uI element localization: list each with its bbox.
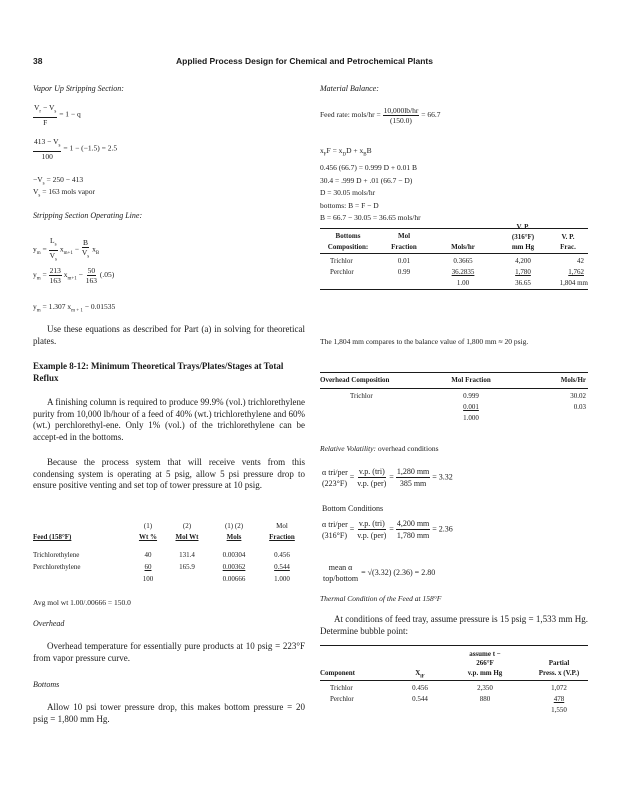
feed-row-1-molwt: 131.4 [179,551,195,559]
feed-header-mols: Mols [226,533,242,541]
bottoms-table-bottom-rule [320,289,588,290]
bubble-h-component: Component [320,669,356,677]
mb-line-3: 30.4 = .999 D + .01 (66.7 − D) [320,175,413,185]
bottoms-r1-mols: 0.3665 [453,257,473,265]
running-title: Applied Process Design for Chemical and Petrochemical Plants [176,56,433,66]
bubble-r1-press: 1,072 [551,684,567,692]
bottoms-h-bot-1: Composition: [327,243,369,251]
feed-row-2-fraction: 0.544 [274,563,290,571]
bubble-r2-press: 478 [553,695,565,703]
bottoms-h-bot-3: Mols/hr [451,243,475,251]
bottoms-paragraph: Allow 10 psi tower pressure drop, this makes bottom pressure = 20 psig = 1,800 mm Hg. [33,702,305,724]
stripping-heading: Stripping Section Operating Line: [33,211,143,220]
rel-vol-rest: overhead conditions [376,444,439,453]
feed-row-2-molwt: 165.9 [179,563,195,571]
page-number: 38 [33,56,43,66]
overhead-paragraph: Overhead temperature for essentially pure products at 10 psig = 223°F from vapor pressure curve. [33,641,305,663]
feed-col-2-number: (2) [182,522,192,530]
equation-vs-calc: $\frac{413 - V_s}{100}$ = 1 − (−1.5) = 2.5 [34,137,118,161]
bubble-h-vp: v.p. mm Hg [467,669,503,677]
bottoms-h-top-4: V. P. [516,223,530,231]
overhead-table-top-rule [320,372,588,373]
mb-line-2: 0.456 (66.7) = 0.999 D + 0.01 B [320,163,417,172]
bubble-r2-press-wrap [530,695,588,703]
feed-row-2-wt: 60 [144,563,152,571]
overhead-r1-mols: 30.02 [570,392,586,400]
bubble-r1-x: 0.456 [412,684,428,692]
bottoms-r2-mols: 36.2835 [451,268,475,276]
overhead-r2-mols: 0.03 [573,403,586,411]
overhead-h-comp: Overhead Composition [320,376,390,384]
bottoms-r1-vp: 4,200 [515,257,531,265]
equation-operating-line-2: $y_m$ = $\frac{213}{163}$ $x_{m+1}$ − $\frac{50}{163}$ (.05) [33,266,115,285]
compare-paragraph: The 1,804 mm compares to the balance value of 1,800 mm ≈ 20 psig. [320,337,529,346]
mb-line-6: B = 66.7 − 30.05 = 36.65 mols/hr [320,213,421,222]
example-paragraph-2: Because the process system that will receive vents from this condensing system is operating at 5 psig, allow 5 psi pressure drop to ensure positive venting and set top of tower pressure at 10 psig. [33,457,305,490]
bubble-h-assume: assume t − [469,650,501,658]
bottoms-r2-comp: Perchlor [330,268,354,276]
feed-total-fraction: 1.000 [274,575,290,583]
overhead-r2-frac: 0.001 [463,403,479,411]
mb-line-1: $x_FF = x_DD + x_BB$ [320,146,372,158]
feed-row-1-name: Trichlorethylene [33,551,80,559]
example-title: Example 8-12: Minimum Theoretical Trays/Plates/Stages at Total Reflux [33,361,284,383]
feed-total-mols: 0.00666 [222,575,246,583]
bubble-h-partial: Partial [548,659,570,667]
bubble-r1-comp: Trichlor [330,684,353,692]
feed-col-1-number: (1) [143,522,153,530]
bottoms-r1-frac: 0.01 [397,257,411,265]
feed-header-feed: Feed (158°F) [33,533,72,541]
feed-row-1-mols: 0.00304 [222,551,246,559]
equation-operating-line-3: $y_m = 1.307$ $x_{m + 1} - 0.01535$ [33,302,116,314]
bottoms-h-bot-2: Fraction [391,243,417,251]
bottoms-total-vp: 1,804 mm [559,279,588,287]
mb-line-5: bottoms: B = F − D [320,200,379,210]
overhead-r1-comp: Trichlor [350,392,373,400]
material-balance-equations [320,145,421,225]
rel-vol-label: Relative Volatility: [320,444,377,453]
bubble-table-header-rule [320,680,588,681]
rel-vol-equation-2: α tri/per (316°F) = $\frac{\text{v.p. (tri)}}{\text{v.p. (per)}}$ = $\frac{4,200 mm}{1,780 mm}$ = 2.36 [322,519,453,540]
bubble-table-body [320,684,588,724]
feed-header-molwt: Mol Wt [175,533,199,541]
bottoms-h-mid-4: (316°F) [511,233,535,241]
bottoms-h-mid-5: V. P. [561,233,575,241]
bubble-r2-vp: 880 [479,695,491,703]
bubble-table-top-rule [320,645,588,646]
bottoms-h-top-1: Bottoms [335,232,361,240]
overhead-h-molshr: Mols/Hr [560,376,586,384]
avg-mol-wt: Avg mol wt 1.00/.00666 = 150.0 [33,598,131,607]
overhead-table-body [320,392,588,432]
overhead-heading: Overhead [33,619,65,628]
feed-header-wt: Wt % [138,533,158,541]
bottoms-r2-frac: 0.99 [397,268,411,276]
bubble-h-press: Press. x (V.P.) [538,669,580,677]
feed-col-4-number: Mol [276,522,288,530]
feed-row-1-wt: 40 [144,551,152,559]
bottoms-r2-vp: 1,780 [515,268,531,276]
bubble-r2-comp: Perchlor [330,695,354,703]
feed-total-wt: 100 [142,575,154,583]
bottoms-heading: Bottoms [33,680,60,689]
thermal-heading: Thermal Condition of the Feed at 158°F [320,594,442,603]
bottoms-total-mols: 36.65 [515,279,531,287]
example-paragraph-1: A finishing column is required to produce 99.9% (vol.) trichlorethylene purity from 10,000 lb/hour of a feed of 40% (wt.) trichlorethylene and 60% (wt.) perchlorethyl-ene. Only 1% (vol.) of the trichlorethylene can be accept-ed in the bottoms. [33,397,305,442]
equation-vapor-ratio: $\frac{V_r - V_s}{F}$ = 1 − q [34,103,81,127]
feed-col-3-number: (1) (2) [224,522,244,530]
feed-header-fraction: Fraction [269,533,295,541]
bottoms-table-body [320,257,588,317]
feed-row-2-mols: 0.00362 [222,563,246,571]
feed-row-1-fraction: 0.456 [274,551,290,559]
bubble-r2-x: 0.544 [412,695,428,703]
equation-vs-result: $V_s = 163$ mols vapor [33,187,96,199]
overhead-r2-frac-wrap [436,403,506,411]
bottoms-r2-vpfrac: 1,762 [568,268,584,276]
bottoms-h-bot-4: mm Hg [511,243,535,251]
use-equations-paragraph: Use these equations as described for Part (a) in solving for theoretical plates. [33,324,305,346]
bottoms-table-top-rule [320,228,588,229]
feed-rate-equation: Feed rate: mols/hr = $\frac{10,000lb/hr}{(150.0)}$ = 66.7 [320,106,441,125]
overhead-table-header-rule [320,388,588,389]
bubble-total: 1,550 [551,706,567,714]
bubble-r1-vp: 2,350 [477,684,493,692]
mb-line-4: D = 30.05 mols/hr [320,188,376,197]
bottoms-table-header-rule [320,253,588,254]
rel-vol-equation-1: α tri/per (223°F) = $\frac{\text{v.p. (tri)}}{\text{v.p. (per)}}$ = $\frac{1,280 mm}{385 mm}$ = 3.32 [322,467,453,488]
vapor-up-heading: Vapor Up Stripping Section: [33,84,124,93]
feed-row-2-name: Perchlorethylene [33,563,81,571]
equation-operating-line-1: $y_m$ = $\frac{L_s}{V_s}$ $x_{m+1}$ − $\frac{B}{V_s}$ $x_B$ [33,236,100,262]
overhead-r1-frac: 0.999 [463,392,479,400]
bottoms-r1-comp: Trichlor [330,257,353,265]
material-balance-heading: Material Balance: [320,84,379,93]
bubble-h-temp: 266°F [476,659,494,667]
mean-alpha-equation: mean α top/bottom = √(3.32) (2.36) = 2.80 [323,563,436,583]
equation-neg-vs: $-V_s = 250 - 413$ [33,175,84,187]
bottoms-h-top-2: Mol [397,232,411,240]
bubble-h-xif: $X_{iF}$ [415,669,425,680]
relative-volatility-heading [320,444,439,453]
overhead-total-frac: 1.000 [463,414,479,422]
bottoms-total-frac: 1.00 [456,279,470,287]
overhead-h-molfrac: Mol Fraction [451,376,491,384]
bottoms-r1-vpfrac: 42 [577,257,584,265]
bottom-conditions-label: Bottom Conditions [322,504,384,513]
thermal-paragraph: At conditions of feed tray, assume pressure is 15 psig = 1,533 mm Hg. Determine bubble point: [320,614,588,636]
bottoms-h-bot-5: Frac. [560,243,576,251]
